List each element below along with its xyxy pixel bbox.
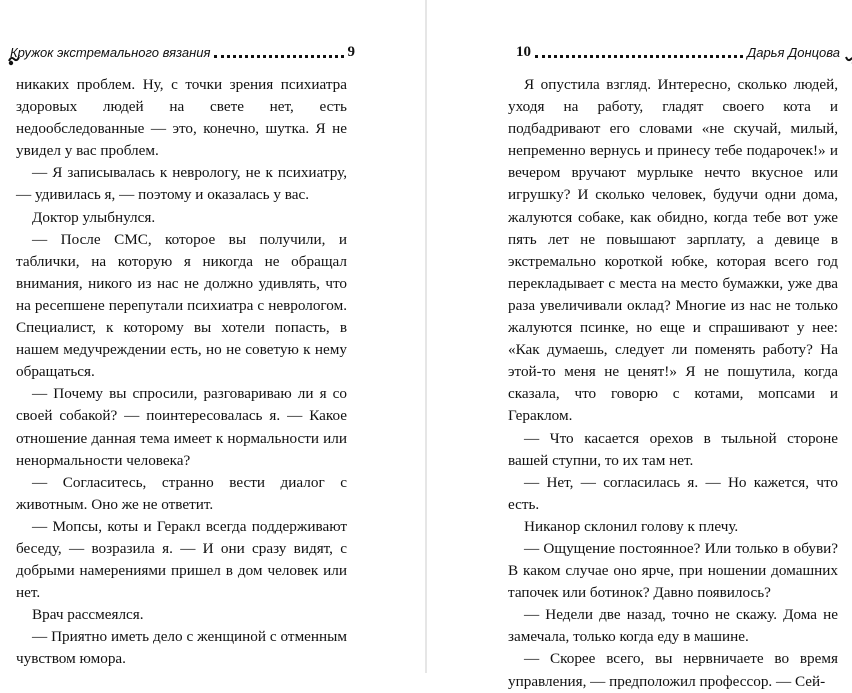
running-title: Дарья Донцова	[747, 45, 840, 62]
paragraph: Доктор улыбнулся.	[16, 207, 347, 229]
paragraph: — Скорее всего, вы нервничаете во время управления, — предположил профессор. — Сей-	[508, 648, 838, 692]
right-page	[428, 0, 852, 673]
paragraph: — Нет, — согласилась я. — Но кажется, что есть.	[508, 472, 838, 516]
running-head-right	[516, 40, 840, 62]
paragraph: — Мопсы, коты и Геракл всегда поддерживают беседу, — возразила я. — И они сразу видят, с добрыми намерениями пришел в дом человек или нет.	[16, 516, 347, 604]
page-number: 10	[516, 44, 531, 62]
page-corner-ornament-icon	[845, 55, 852, 67]
paragraph: — Согласитесь, странно вести диалог с животным. Оно же не ответит.	[16, 472, 347, 516]
left-page	[0, 0, 424, 673]
page-corner-ornament-icon	[8, 55, 20, 67]
page-number: 9	[348, 44, 356, 62]
page-body-text	[16, 74, 347, 671]
dotted-leader	[214, 55, 343, 58]
paragraph: Я опустила взгляд. Интересно, сколько людей, уходя на работу, гладят своего кота и подбадривают его словами «не скучай, милый, непременно вернусь и принесу тебе подарочек!» и вечером вручают мурлыке нечто вкусное или игрушку? И сколько человек, будучи одни дома, жалуются собаке, как обидно, когда тебе вот уже пять лет не повышают зарплату, а девице в экстремально короткой юбке, которая всего год перекладывает с места на место бумажки, уже два раза увеличивали оклад? Многие из нас не только жалуются псинке, но еще и спрашивают у нее: «Как думаешь, следует ли поменять работу? На этой-то меня не ценят!» Я не пошутила, когда сказала, что говорю с котами, мопсами и Гераклом.	[508, 74, 838, 428]
paragraph: — Я записывалась к неврологу, не к психиатру, — удивилась я, — поэтому и оказалась у вас.	[16, 162, 347, 206]
paragraph: Врач рассмеялся.	[16, 604, 347, 626]
running-title: Кружок экстремального вязания	[10, 45, 210, 62]
paragraph: никаких проблем. Ну, с точки зрения психиатра здоровых людей на свете нет, есть недообследованные — это, конечно, шутка. Я не увидел у вас проблем.	[16, 74, 347, 162]
page-body-text	[508, 74, 838, 693]
paragraph: — После СМС, которое вы получили, и таблички, на которую я никогда не обращал внимания, никого из нас не должно удивлять, что на ресепшене перепутали психиатра с неврологом. Специалист, к которому вы хотели попасть, в нашем медучреждении есть, но не советую к нему обращаться.	[16, 229, 347, 384]
paragraph: — Приятно иметь дело с женщиной с отменным чувством юмора.	[16, 626, 347, 670]
paragraph: — Ощущение постоянное? Или только в обуви? В каком случае оно ярче, при ношении домашних тапочек или ботинок? Давно появилось?	[508, 538, 838, 604]
paragraph: — Недели две назад, точно не скажу. Дома не замечала, только когда еду в машине.	[508, 604, 838, 648]
running-head-left	[10, 40, 355, 62]
book-gutter	[425, 0, 427, 673]
paragraph: — Почему вы спросили, разговариваю ли я со своей собакой? — поинтересовалась я. — Какое отношение данная тема имеет к нормальности или ненормальности человека?	[16, 383, 347, 471]
paragraph: — Что касается орехов в тыльной стороне вашей ступни, то их там нет.	[508, 428, 838, 472]
paragraph: Никанор склонил голову к плечу.	[508, 516, 838, 538]
dotted-leader	[535, 55, 743, 58]
